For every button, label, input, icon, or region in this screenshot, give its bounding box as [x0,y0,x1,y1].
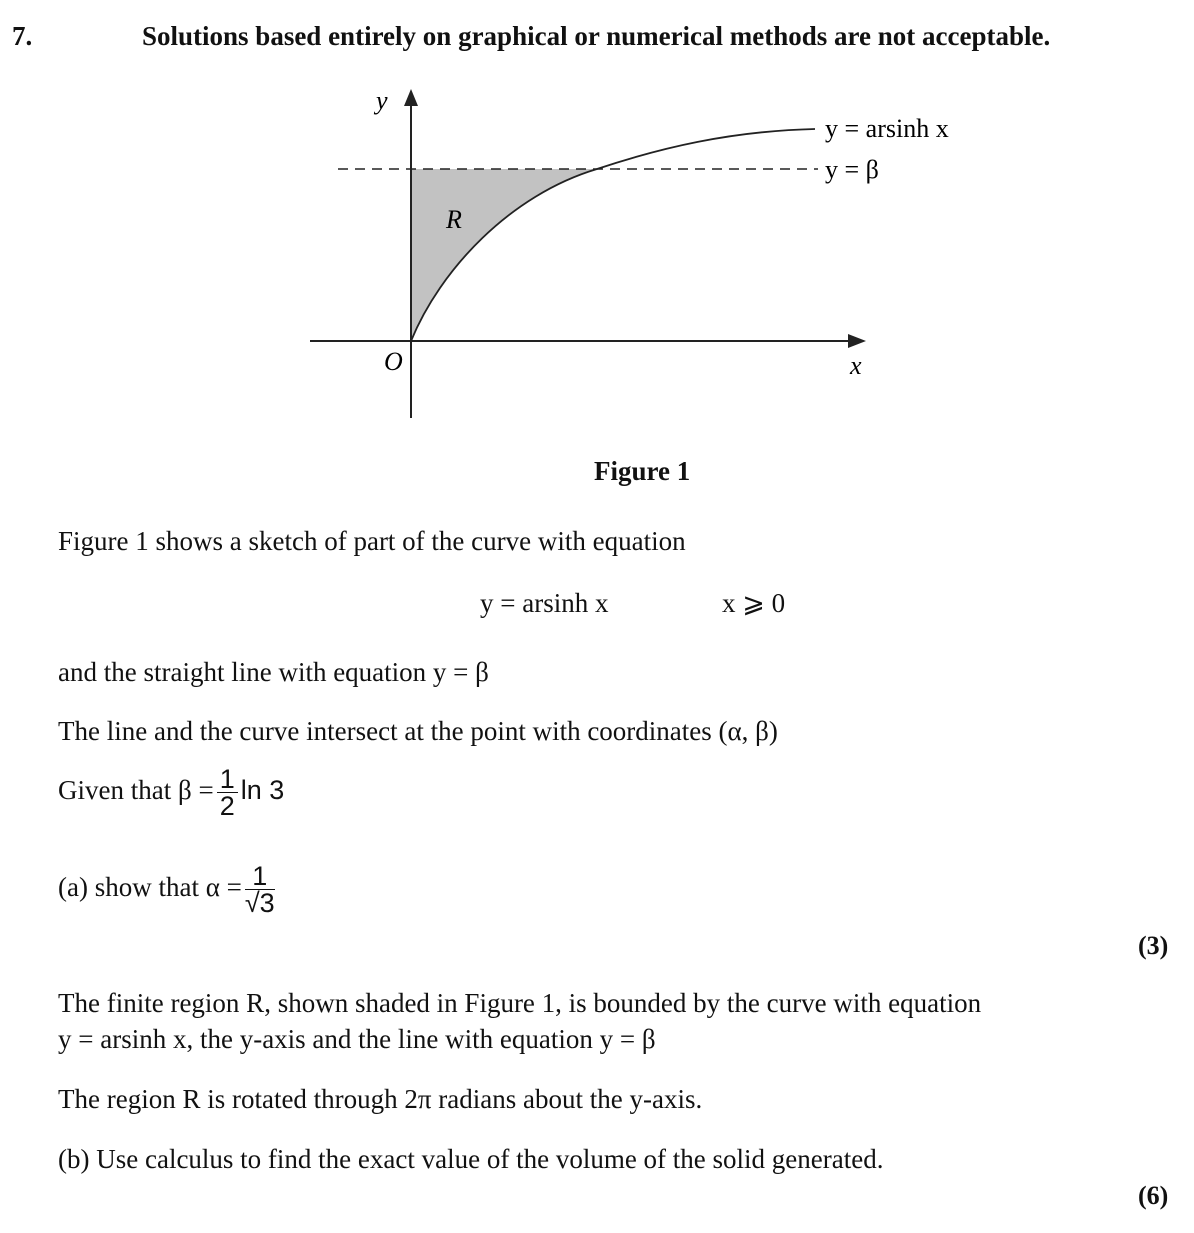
part-a-numerator: 1 [245,863,275,890]
curve-label: y = arsinh x [825,114,949,143]
x-axis-arrow [848,334,866,348]
region-description-line1: The finite region R, shown shaded in Figure 1, is bounded by the curve with equation [58,988,982,1018]
given-fraction [217,764,238,822]
figure-1-sketch [0,0,1194,440]
given-numerator: 1 [217,766,238,793]
line-label: y = β [825,155,879,184]
origin-label: O [384,347,403,376]
y-axis-arrow [404,89,418,106]
given-suffix: ln 3 [240,775,285,805]
intro-text: Figure 1 shows a sketch of part of the curve with equation [58,526,686,556]
part-a-fraction [244,861,275,919]
part-b: (b) Use calculus to find the exact value of the volume of the solid generated. [58,1144,884,1174]
x-axis-label: x [850,351,862,380]
y-axis-label: y [376,86,388,115]
part-a-denominator: √3 [244,888,275,919]
part-a-marks: (3) [1138,931,1169,960]
part-a [58,855,278,919]
figure-caption: Figure 1 [594,456,691,486]
part-b-marks: (6) [1138,1181,1169,1210]
shaded-region-r [411,169,597,341]
curve-equation: y = arsinh x [480,588,609,618]
instruction-text: Solutions based entirely on graphical or numerical methods are not acceptable. [142,21,1051,51]
given-denominator: 2 [219,791,235,822]
question-number: 7. [12,21,33,51]
given-expression [58,760,284,820]
intersect-sentence: The line and the curve intersect at the point with coordinates (α, β) [58,716,778,746]
line-sentence: and the straight line with equation y = β [58,657,489,687]
domain-condition: x ⩾ 0 [722,588,786,618]
part-a-prefix: (a) show that α = [58,872,242,902]
rotation-sentence: The region R is rotated through 2π radians about the y-axis. [58,1084,703,1114]
region-description-line2: y = arsinh x, the y-axis and the line with equation y = β [58,1024,656,1054]
region-label: R [446,205,462,234]
given-prefix: Given that β = [58,775,214,805]
